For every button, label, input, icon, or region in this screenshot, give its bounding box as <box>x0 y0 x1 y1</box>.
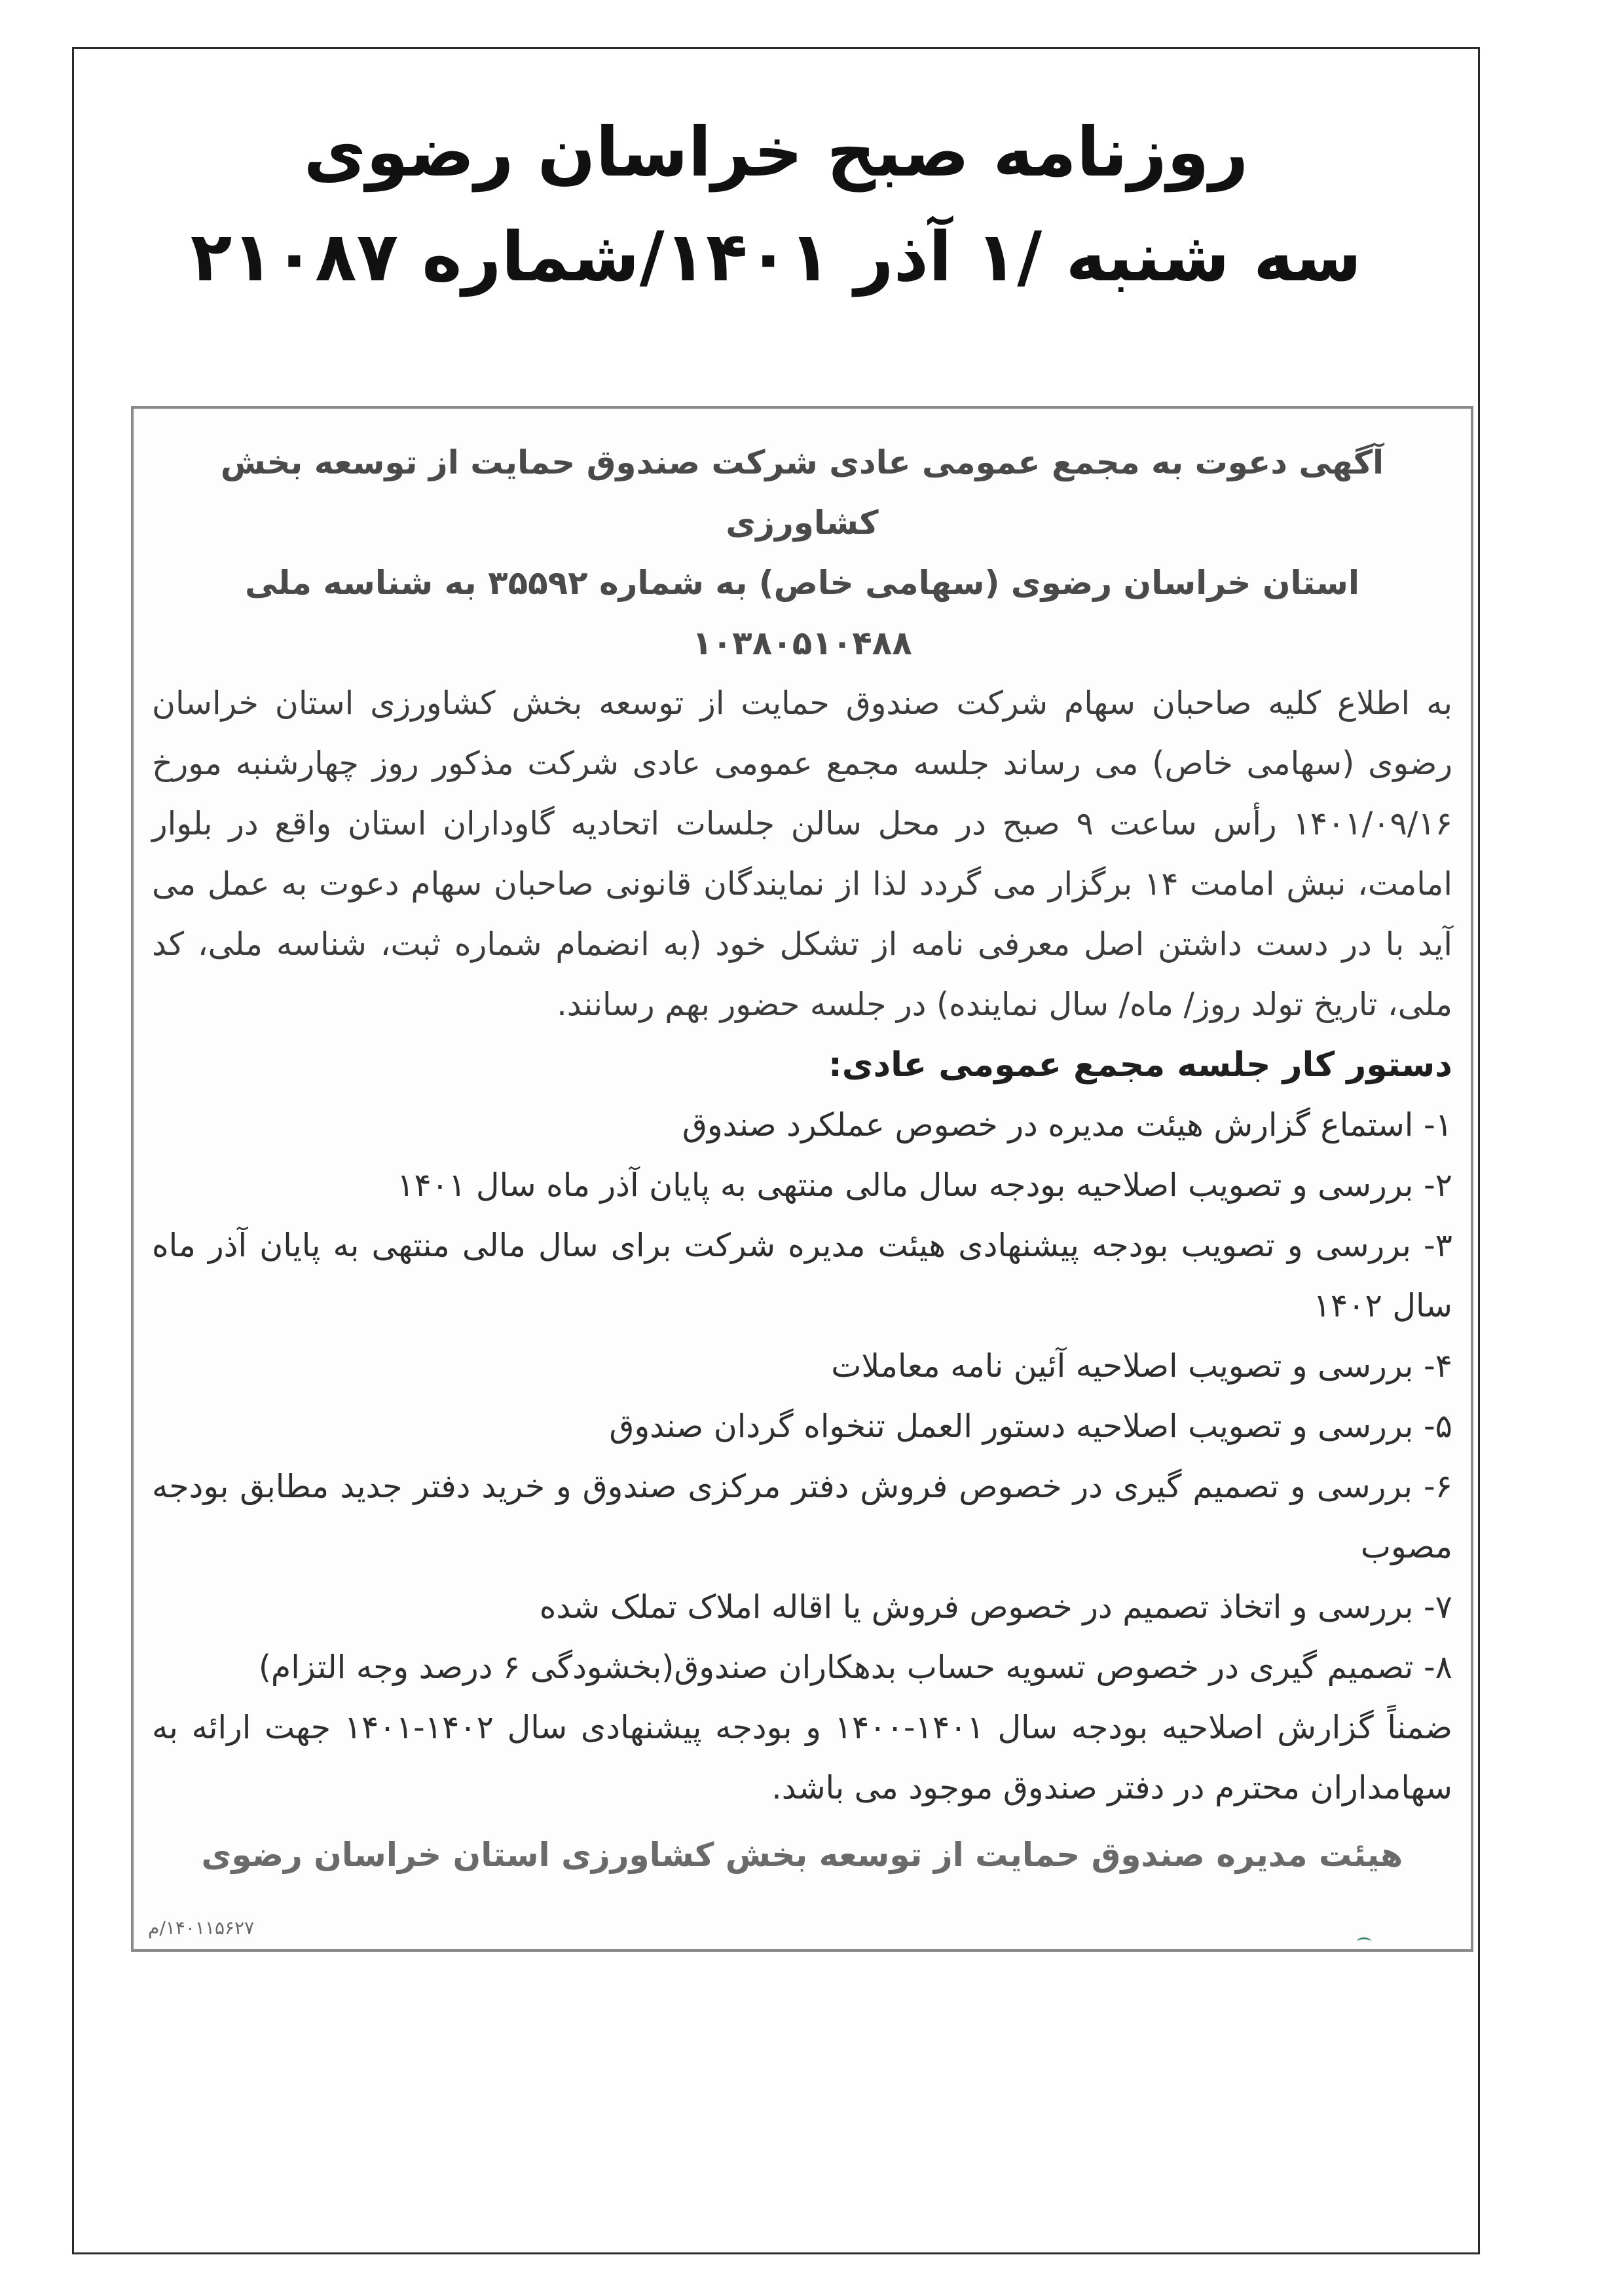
agenda-item-7: ۷- بررسی و اتخاذ تصمیم در خصوص فروش یا اقاله املاک تملک شده <box>539 1588 1452 1626</box>
notice-heading-line1: آگهی دعوت به مجمع عمومی عادی شرکت صندوق حمایت از توسعه بخش کشاورزی <box>220 443 1384 542</box>
agenda-item-8: ۸- تصمیم گیری در خصوص تسویه حساب بدهکاران صندوق(بخشودگی ۶ درصد وجه التزام) <box>258 1649 1452 1686</box>
agenda-item-2: ۲- بررسی و تصویب اصلاحیه بودجه سال مالی منتهی به پایان آذر ماه سال ۱۴۰۱ <box>397 1166 1452 1204</box>
notice-clipping <box>131 406 1473 1952</box>
newspaper-title: روزنامه صبح خراسان رضوی <box>303 112 1249 192</box>
agenda-item-1: ۱- استماع گزارش هیئت مدیره در خصوص عملکرد صندوق <box>682 1106 1452 1144</box>
notice-signature: هیئت مدیره صندوق حمایت از توسعه بخش کشاورزی استان خراسان رضوی <box>201 1836 1403 1874</box>
issue-date-number: سه شنبه /۱ آذر ۱۴۰۱/شماره ۲۱۰۸۷ <box>190 217 1362 297</box>
agenda-list <box>152 1095 1452 1698</box>
scan-mark <box>1357 1937 1371 1946</box>
agenda-item-4: ۴- بررسی و تصویب اصلاحیه آئین نامه معاملات <box>831 1347 1452 1385</box>
agenda-item-3: ۳- بررسی و تصویب بودجه پیشنهادی هیئت مدیره شرکت برای سال مالی منتهی به پایان آذر ماه سال ۱۴۰۲ <box>152 1227 1452 1324</box>
notice-body-text: به اطلاع کلیه صاحبان سهام شرکت صندوق حمایت از توسعه بخش کشاورزی استان خراسان رضوی (سهامی خاص) می رساند جلسه مجمع عمومی عادی شرکت مذکور روز چهارشنبه مورخ ۱۴۰۱/۰۹/۱۶ رأس ساعت ۹ صبح در محل سالن جلسات اتحادیه گاوداران استان واقع در بلوار امامت، نبش امامت ۱۴ برگزار می گردد لذا از نمایندگان قانونی صاحبان سهام دعوت به عمل می آید با در دست داشتن اصل معرفی نامه از تشکل خود (به انضمام شماره ثبت، شناسه ملی، کد ملی، تاریخ تولد روز/ ماه/ سال نماینده) در جلسه حضور بهم رسانند. <box>152 684 1453 1023</box>
agenda-title: دستور کار جلسه مجمع عمومی عادی: <box>828 1045 1452 1085</box>
agenda-item-5: ۵- بررسی و تصویب اصلاحیه دستور العمل تنخواه گردان صندوق <box>609 1408 1452 1445</box>
notice-reference-code: ۱۴۰۱۱۵۶۲۷/م <box>148 1917 255 1939</box>
notice-footnote: ضمناً گزارش اصلاحیه بودجه سال ۱۴۰۱-۱۴۰۰ و بودجه پیشنهادی سال ۱۴۰۲-۱۴۰۱ جهت ارائه به سهامداران محترم در دفتر صندوق موجود می باشد. <box>152 1709 1452 1806</box>
notice-content <box>152 432 1452 1888</box>
agenda-item-6: ۶- بررسی و تصمیم گیری در خصوص فروش دفتر مرکزی صندوق و خرید دفتر جدید مطابق بودجه مصوب <box>152 1468 1452 1565</box>
notice-heading-line2: استان خراسان رضوی (سهامی خاص) به شماره ۳۵۵۹۲ به شناسه ملی ۱۰۳۸۰۵۱۰۴۸۸ <box>244 564 1360 662</box>
